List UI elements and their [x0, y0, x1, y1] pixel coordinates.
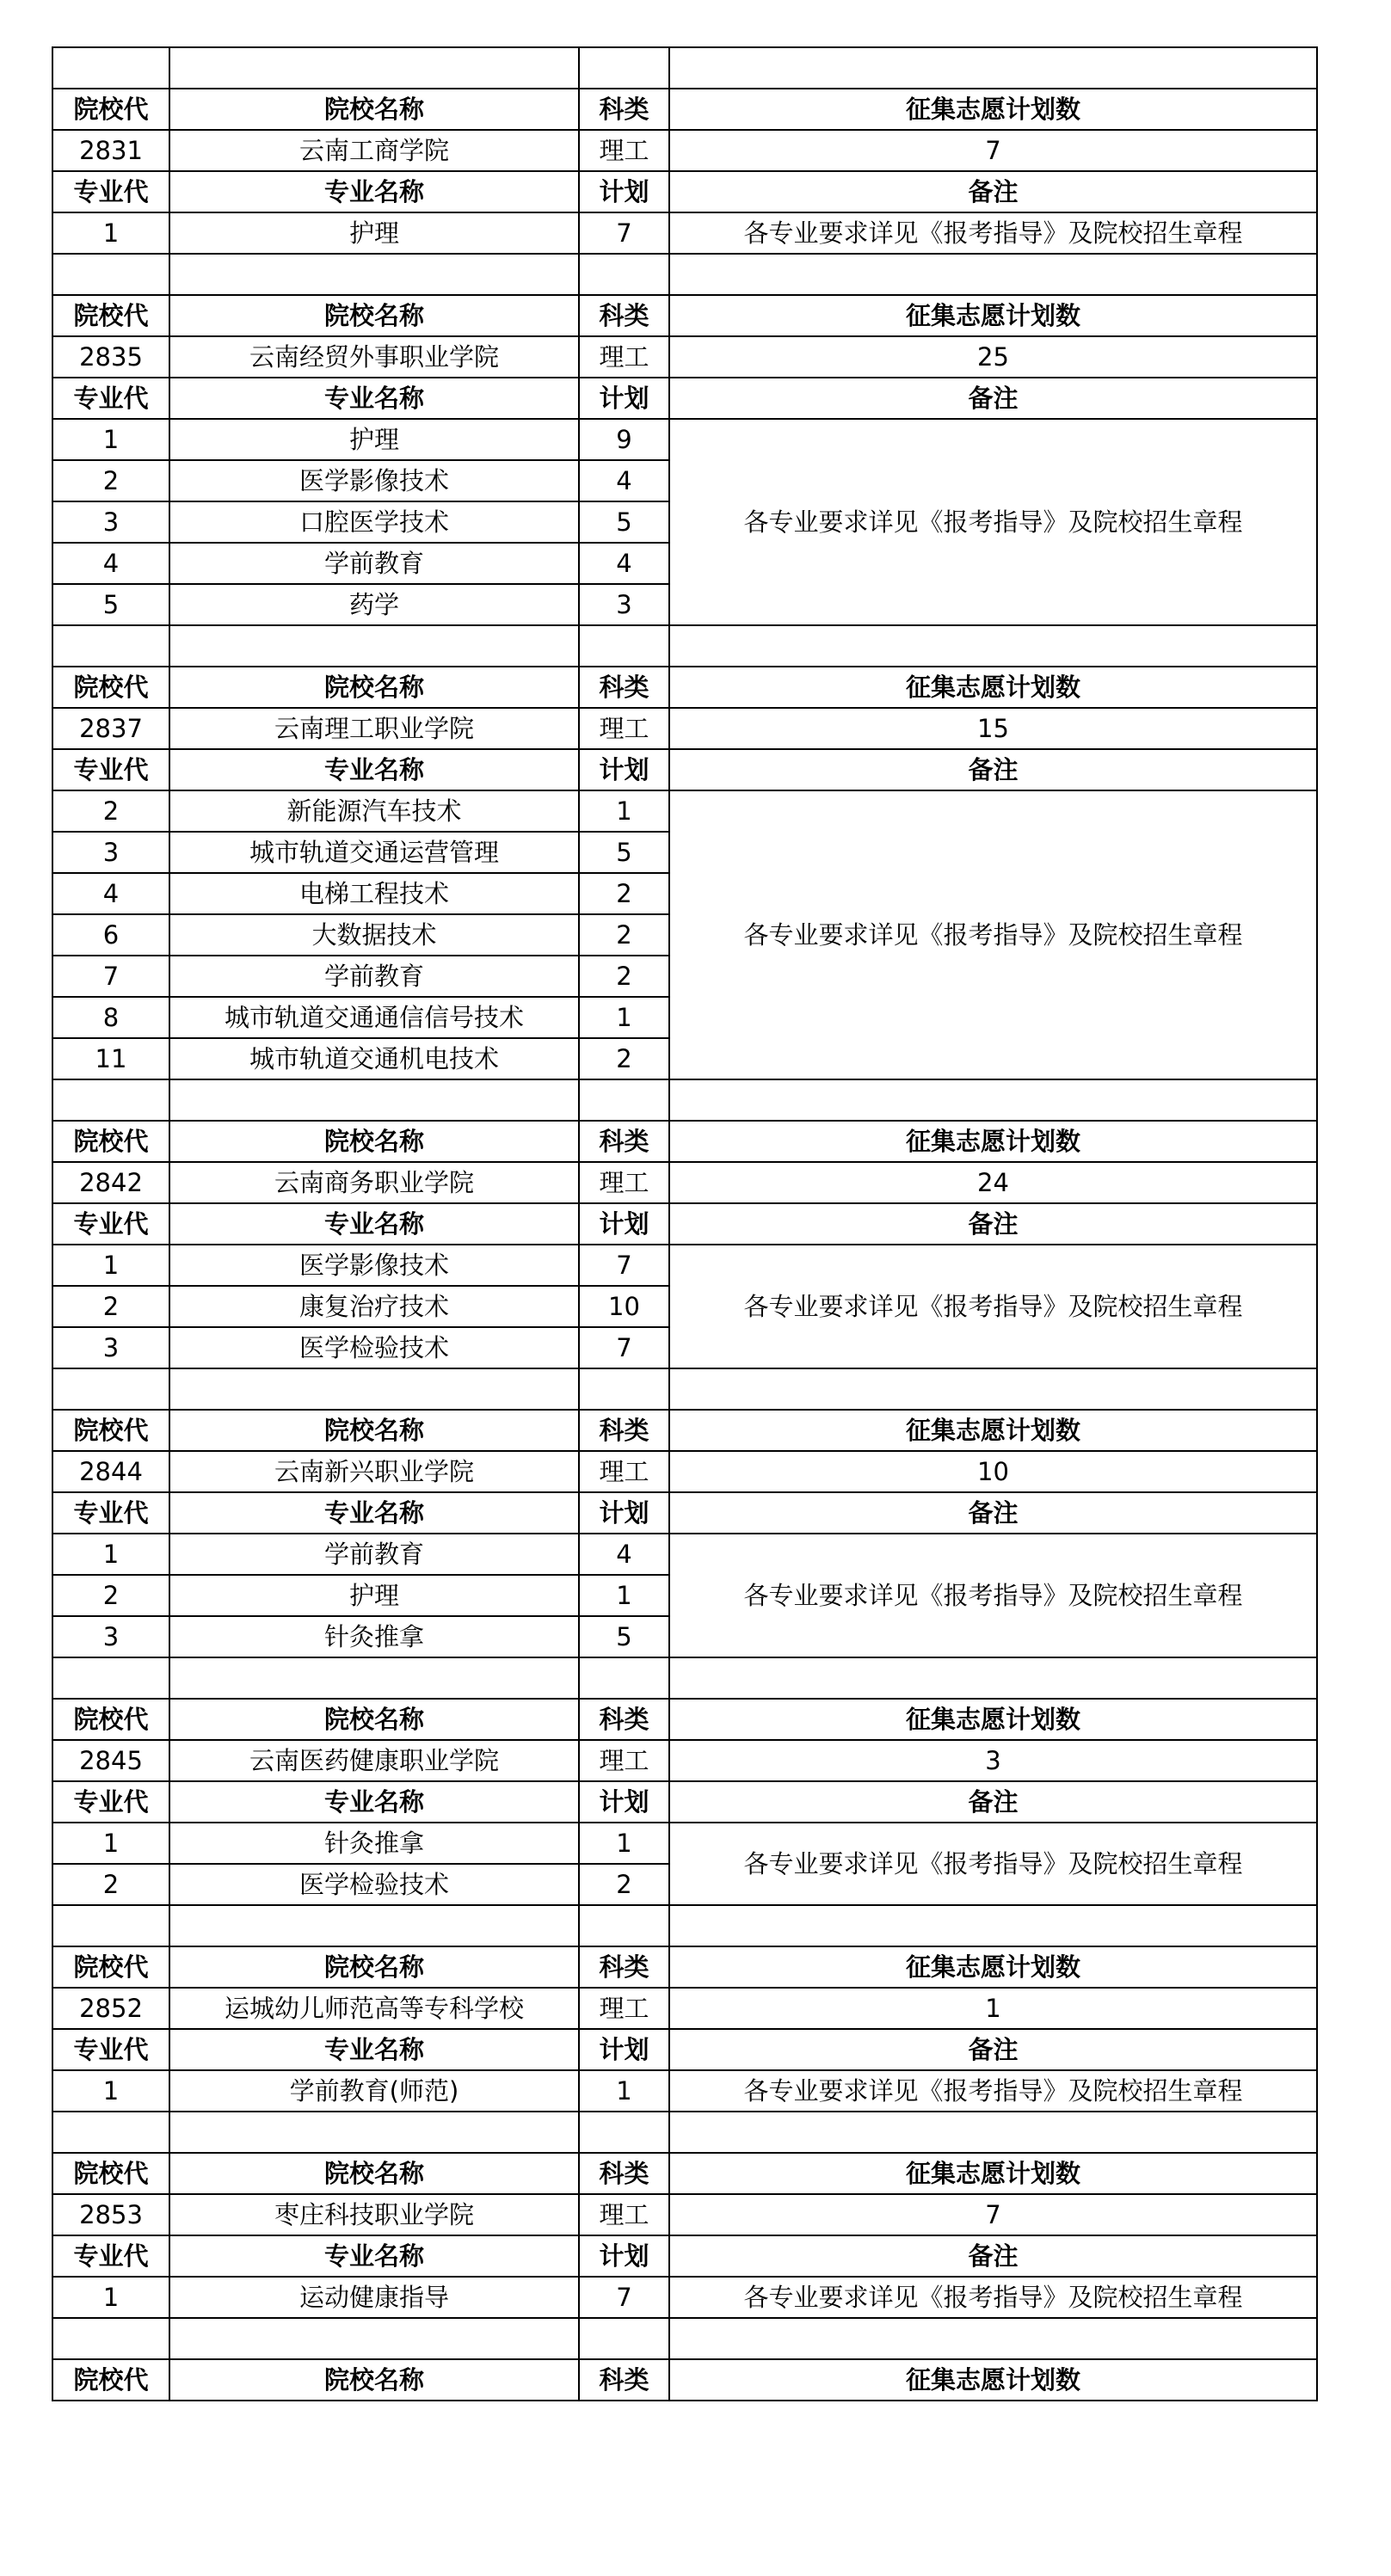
major-row [52, 790, 1317, 832]
school-plan-total: 25 [669, 336, 1317, 378]
category-header: 科类 [579, 295, 669, 336]
blank-cell [52, 1657, 169, 1699]
major-name-header: 专业名称 [169, 1492, 579, 1534]
blank-cell [169, 625, 579, 667]
school-plan-total: 24 [669, 1162, 1317, 1203]
major-name: 医学检验技术 [169, 1327, 579, 1368]
major-code: 1 [52, 212, 169, 254]
school-header-row [52, 2153, 1317, 2194]
blank-cell [579, 2318, 669, 2359]
school-header-row [52, 1410, 1317, 1451]
major-name-header: 专业名称 [169, 2235, 579, 2277]
major-code: 8 [52, 997, 169, 1038]
blank-cell [579, 1905, 669, 1946]
blank-cell [669, 1368, 1317, 1410]
major-name: 护理 [169, 212, 579, 254]
school-category: 理工 [579, 336, 669, 378]
blank-row [52, 1905, 1317, 1946]
blank-cell [52, 2112, 169, 2153]
plan-total-header: 征集志愿计划数 [669, 1410, 1317, 1451]
blank-row [52, 625, 1317, 667]
school-code-header: 院校代 [52, 1410, 169, 1451]
major-plan: 4 [579, 460, 669, 501]
major-name: 城市轨道交通运营管理 [169, 832, 579, 873]
major-header-row [52, 1781, 1317, 1823]
blank-cell [52, 1905, 169, 1946]
blank-cell [579, 1079, 669, 1121]
school-plan-total: 7 [669, 2194, 1317, 2235]
school-code-header: 院校代 [52, 1121, 169, 1162]
major-name-header: 专业名称 [169, 171, 579, 212]
major-plan: 7 [579, 1327, 669, 1368]
blank-row [52, 2318, 1317, 2359]
major-code: 1 [52, 1823, 169, 1864]
major-code: 2 [52, 1286, 169, 1327]
major-code: 7 [52, 956, 169, 997]
blank-row [52, 254, 1317, 295]
blank-row [52, 1657, 1317, 1699]
school-category: 理工 [579, 1740, 669, 1781]
school-name-header: 院校名称 [169, 295, 579, 336]
school-code: 2845 [52, 1740, 169, 1781]
school-row [52, 708, 1317, 749]
school-header-row [52, 295, 1317, 336]
major-name: 学前教育 [169, 543, 579, 584]
blank-cell [669, 1079, 1317, 1121]
major-name: 医学影像技术 [169, 1245, 579, 1286]
major-note: 各专业要求详见《报考指导》及院校招生章程 [669, 790, 1317, 1079]
major-name: 学前教育 [169, 1534, 579, 1575]
school-row [52, 1988, 1317, 2029]
admission-plan-table [52, 46, 1318, 2401]
school-code-header: 院校代 [52, 1699, 169, 1740]
major-name-header: 专业名称 [169, 1203, 579, 1245]
category-header: 科类 [579, 1121, 669, 1162]
major-name: 针灸推拿 [169, 1823, 579, 1864]
note-header: 备注 [669, 1781, 1317, 1823]
note-header: 备注 [669, 1203, 1317, 1245]
school-code: 2852 [52, 1988, 169, 2029]
blank-row [52, 2112, 1317, 2153]
major-code-header: 专业代 [52, 378, 169, 419]
major-code: 2 [52, 1575, 169, 1616]
major-plan-header: 计划 [579, 171, 669, 212]
school-header-row [52, 667, 1317, 708]
plan-total-header: 征集志愿计划数 [669, 2359, 1317, 2401]
school-header-row [52, 1946, 1317, 1988]
major-plan: 1 [579, 1823, 669, 1864]
school-code-header: 院校代 [52, 295, 169, 336]
major-plan: 7 [579, 212, 669, 254]
school-header-row [52, 89, 1317, 130]
blank-cell [169, 2318, 579, 2359]
major-code-header: 专业代 [52, 2235, 169, 2277]
blank-cell [669, 254, 1317, 295]
major-code: 2 [52, 460, 169, 501]
major-plan: 1 [579, 2070, 669, 2112]
major-plan: 7 [579, 1245, 669, 1286]
school-name: 云南经贸外事职业学院 [169, 336, 579, 378]
note-header: 备注 [669, 749, 1317, 790]
major-name: 大数据技术 [169, 914, 579, 956]
major-code: 3 [52, 1327, 169, 1368]
school-code: 2831 [52, 130, 169, 171]
blank-cell [52, 47, 169, 89]
blank-cell [579, 1657, 669, 1699]
category-header: 科类 [579, 2359, 669, 2401]
plan-total-header: 征集志愿计划数 [669, 295, 1317, 336]
major-note: 各专业要求详见《报考指导》及院校招生章程 [669, 1534, 1317, 1657]
plan-total-header: 征集志愿计划数 [669, 667, 1317, 708]
major-note: 各专业要求详见《报考指导》及院校招生章程 [669, 1823, 1317, 1905]
school-header-row [52, 1121, 1317, 1162]
major-name-header: 专业名称 [169, 378, 579, 419]
note-header: 备注 [669, 171, 1317, 212]
major-plan-header: 计划 [579, 749, 669, 790]
major-plan: 2 [579, 914, 669, 956]
blank-cell [52, 1368, 169, 1410]
blank-cell [169, 2112, 579, 2153]
school-name: 云南工商学院 [169, 130, 579, 171]
major-plan: 1 [579, 790, 669, 832]
school-row [52, 1740, 1317, 1781]
school-code-header: 院校代 [52, 1946, 169, 1988]
blank-cell [169, 254, 579, 295]
blank-cell [669, 2318, 1317, 2359]
major-plan: 5 [579, 501, 669, 543]
major-code: 3 [52, 501, 169, 543]
plan-total-header: 征集志愿计划数 [669, 1699, 1317, 1740]
major-name-header: 专业名称 [169, 1781, 579, 1823]
major-plan: 2 [579, 873, 669, 914]
category-header: 科类 [579, 2153, 669, 2194]
blank-cell [169, 1079, 579, 1121]
major-header-row [52, 2235, 1317, 2277]
major-plan-header: 计划 [579, 1203, 669, 1245]
note-header: 备注 [669, 1492, 1317, 1534]
school-name-header: 院校名称 [169, 1946, 579, 1988]
major-name: 医学影像技术 [169, 460, 579, 501]
major-plan: 5 [579, 1616, 669, 1657]
blank-cell [579, 1368, 669, 1410]
major-row [52, 1823, 1317, 1864]
note-header: 备注 [669, 378, 1317, 419]
blank-row [52, 1368, 1317, 1410]
major-plan: 4 [579, 543, 669, 584]
blank-cell [169, 1905, 579, 1946]
major-name: 护理 [169, 1575, 579, 1616]
school-name: 云南新兴职业学院 [169, 1451, 579, 1492]
school-name-header: 院校名称 [169, 667, 579, 708]
major-code: 3 [52, 1616, 169, 1657]
school-name-header: 院校名称 [169, 2359, 579, 2401]
major-header-row [52, 2029, 1317, 2070]
major-code: 1 [52, 1245, 169, 1286]
major-plan: 2 [579, 956, 669, 997]
school-code: 2853 [52, 2194, 169, 2235]
school-name: 云南商务职业学院 [169, 1162, 579, 1203]
school-category: 理工 [579, 130, 669, 171]
major-plan: 5 [579, 832, 669, 873]
plan-total-header: 征集志愿计划数 [669, 2153, 1317, 2194]
school-name-header: 院校名称 [169, 2153, 579, 2194]
major-code-header: 专业代 [52, 2029, 169, 2070]
blank-cell [669, 2112, 1317, 2153]
major-code: 1 [52, 419, 169, 460]
major-name-header: 专业名称 [169, 749, 579, 790]
major-plan: 9 [579, 419, 669, 460]
category-header: 科类 [579, 1699, 669, 1740]
school-plan-total: 7 [669, 130, 1317, 171]
major-header-row [52, 378, 1317, 419]
major-code: 1 [52, 1534, 169, 1575]
major-code: 1 [52, 2277, 169, 2318]
major-row [52, 419, 1317, 460]
blank-cell [579, 47, 669, 89]
note-header: 备注 [669, 2029, 1317, 2070]
major-header-row [52, 171, 1317, 212]
major-name-header: 专业名称 [169, 2029, 579, 2070]
major-code: 2 [52, 790, 169, 832]
school-code: 2844 [52, 1451, 169, 1492]
major-code: 3 [52, 832, 169, 873]
category-header: 科类 [579, 1946, 669, 1988]
school-header-row [52, 2359, 1317, 2401]
blank-cell [169, 1368, 579, 1410]
blank-cell [579, 2112, 669, 2153]
major-note: 各专业要求详见《报考指导》及院校招生章程 [669, 2070, 1317, 2112]
blank-cell [669, 47, 1317, 89]
major-name: 药学 [169, 584, 579, 625]
major-row [52, 2070, 1317, 2112]
admission-plan-table-body [52, 47, 1317, 2401]
major-code: 11 [52, 1038, 169, 1079]
blank-cell [669, 1657, 1317, 1699]
category-header: 科类 [579, 89, 669, 130]
school-row [52, 2194, 1317, 2235]
major-name: 护理 [169, 419, 579, 460]
major-name: 电梯工程技术 [169, 873, 579, 914]
school-category: 理工 [579, 1451, 669, 1492]
school-plan-total: 15 [669, 708, 1317, 749]
school-code-header: 院校代 [52, 667, 169, 708]
school-row [52, 130, 1317, 171]
major-name: 医学检验技术 [169, 1864, 579, 1905]
major-name: 城市轨道交通通信信号技术 [169, 997, 579, 1038]
blank-cell [52, 1079, 169, 1121]
school-name-header: 院校名称 [169, 1699, 579, 1740]
major-code: 1 [52, 2070, 169, 2112]
major-plan-header: 计划 [579, 1492, 669, 1534]
school-name: 运城幼儿师范高等专科学校 [169, 1988, 579, 2029]
major-plan-header: 计划 [579, 378, 669, 419]
major-plan: 10 [579, 1286, 669, 1327]
school-category: 理工 [579, 1162, 669, 1203]
school-name-header: 院校名称 [169, 1410, 579, 1451]
major-plan: 1 [579, 1575, 669, 1616]
major-name: 运动健康指导 [169, 2277, 579, 2318]
major-name: 学前教育(师范) [169, 2070, 579, 2112]
major-code-header: 专业代 [52, 171, 169, 212]
major-row [52, 1534, 1317, 1575]
school-header-row [52, 1699, 1317, 1740]
blank-cell [52, 2318, 169, 2359]
major-header-row [52, 749, 1317, 790]
major-plan-header: 计划 [579, 2029, 669, 2070]
school-category: 理工 [579, 2194, 669, 2235]
major-name: 康复治疗技术 [169, 1286, 579, 1327]
blank-cell [669, 625, 1317, 667]
school-name: 云南医药健康职业学院 [169, 1740, 579, 1781]
blank-row [52, 47, 1317, 89]
major-note: 各专业要求详见《报考指导》及院校招生章程 [669, 212, 1317, 254]
major-note: 各专业要求详见《报考指导》及院校招生章程 [669, 419, 1317, 625]
school-plan-total: 10 [669, 1451, 1317, 1492]
major-name: 学前教育 [169, 956, 579, 997]
major-plan: 7 [579, 2277, 669, 2318]
major-plan: 3 [579, 584, 669, 625]
blank-cell [579, 625, 669, 667]
blank-cell [669, 1905, 1317, 1946]
school-code: 2837 [52, 708, 169, 749]
major-plan: 2 [579, 1038, 669, 1079]
major-plan: 4 [579, 1534, 669, 1575]
major-code: 4 [52, 873, 169, 914]
category-header: 科类 [579, 1410, 669, 1451]
school-category: 理工 [579, 1988, 669, 2029]
major-plan: 1 [579, 997, 669, 1038]
major-name: 口腔医学技术 [169, 501, 579, 543]
school-name-header: 院校名称 [169, 1121, 579, 1162]
school-code: 2842 [52, 1162, 169, 1203]
school-row [52, 336, 1317, 378]
school-code-header: 院校代 [52, 89, 169, 130]
major-name: 城市轨道交通机电技术 [169, 1038, 579, 1079]
major-row [52, 2277, 1317, 2318]
plan-total-header: 征集志愿计划数 [669, 89, 1317, 130]
major-code-header: 专业代 [52, 1492, 169, 1534]
plan-total-header: 征集志愿计划数 [669, 1121, 1317, 1162]
school-name: 枣庄科技职业学院 [169, 2194, 579, 2235]
major-row [52, 212, 1317, 254]
school-code-header: 院校代 [52, 2153, 169, 2194]
major-row [52, 1245, 1317, 1286]
major-code-header: 专业代 [52, 1203, 169, 1245]
major-code: 4 [52, 543, 169, 584]
blank-cell [169, 1657, 579, 1699]
school-code-header: 院校代 [52, 2359, 169, 2401]
major-name: 新能源汽车技术 [169, 790, 579, 832]
blank-cell [169, 47, 579, 89]
blank-cell [52, 254, 169, 295]
major-header-row [52, 1492, 1317, 1534]
school-plan-total: 3 [669, 1740, 1317, 1781]
major-header-row [52, 1203, 1317, 1245]
major-code: 5 [52, 584, 169, 625]
major-note: 各专业要求详见《报考指导》及院校招生章程 [669, 1245, 1317, 1368]
school-plan-total: 1 [669, 1988, 1317, 2029]
blank-cell [579, 254, 669, 295]
blank-row [52, 1079, 1317, 1121]
major-plan-header: 计划 [579, 2235, 669, 2277]
school-name: 云南理工职业学院 [169, 708, 579, 749]
note-header: 备注 [669, 2235, 1317, 2277]
major-plan-header: 计划 [579, 1781, 669, 1823]
school-category: 理工 [579, 708, 669, 749]
plan-total-header: 征集志愿计划数 [669, 1946, 1317, 1988]
major-code: 2 [52, 1864, 169, 1905]
school-name-header: 院校名称 [169, 89, 579, 130]
school-code: 2835 [52, 336, 169, 378]
major-name: 针灸推拿 [169, 1616, 579, 1657]
major-code-header: 专业代 [52, 1781, 169, 1823]
school-row [52, 1162, 1317, 1203]
blank-cell [52, 625, 169, 667]
major-plan: 2 [579, 1864, 669, 1905]
category-header: 科类 [579, 667, 669, 708]
school-row [52, 1451, 1317, 1492]
major-code-header: 专业代 [52, 749, 169, 790]
major-note: 各专业要求详见《报考指导》及院校招生章程 [669, 2277, 1317, 2318]
major-code: 6 [52, 914, 169, 956]
